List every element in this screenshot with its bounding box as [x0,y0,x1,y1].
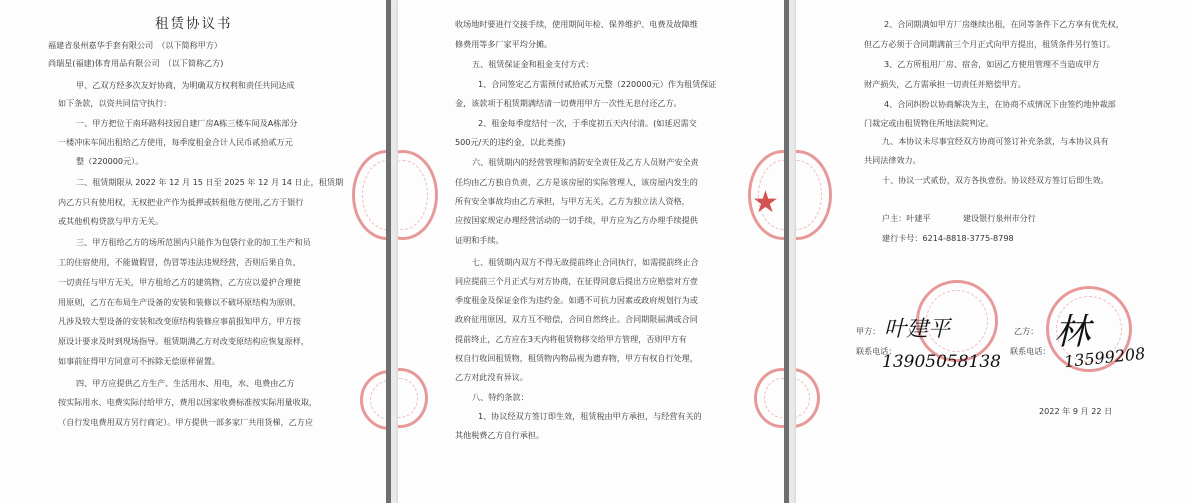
signing-date: 2022 年 9 月 22 日 [1039,406,1113,416]
clause-10-line: 十、协议一式贰份，双方各执壹份。协议经双方签订后即生效。 [882,175,1109,185]
text-line: 修费用等多厂家平均分摊。 [455,39,553,49]
clause-7-line: 政府征用原因，双方互不赔偿，合同自然终止。合同期限届满或合同 [455,314,698,324]
text-line: 甲、乙双方经多次友好协商，为明确双方权利和责任共同达成 [76,80,295,90]
party-b-phone-handwritten: 13599208 [1063,343,1147,372]
account-holder: 户主：叶建平 建设银行泉州市分行 [882,213,1036,223]
clause-4-line: 四、甲方应提供乙方生产、生活用水、用电，水、电费由乙方 [76,378,295,388]
clause-8-line: 门裁定或由租赁物住所地法院判定。 [864,118,994,128]
clause-9-line: 共同法律效力。 [864,155,921,165]
document-title: 租赁协议书 [155,16,233,32]
page-edge [386,0,391,503]
text-line: 收场地时要进行交接手续，使用期间年检、保养维护、电费及故障维 [455,19,698,29]
page-2 [398,0,784,503]
party-a-label: 甲方： [856,326,881,336]
seal-stamp-left-half [398,150,438,240]
clause-7-line: 季度租金及保证金作为违约金。如遇不可抗力因素或政府规划行为或 [455,295,698,305]
clause-3-line: 一切责任与甲方无关，甲方租给乙方的建筑物，乙方应以爱护合理使 [58,277,301,287]
page-edge [784,0,789,503]
clause-7-line: 同应提前三个月正式与对方协商，在征得同意后提出方应赔偿对方壹 [455,276,698,286]
party-a-line: 福建省泉州嘉华手套有限公司 （以下简称甲方） [48,40,223,50]
seal-stamp [360,370,386,430]
clause-5-line: 500元/天的违约金，以此类推) [455,137,566,147]
clause-4-line: （自行发电费用双方另行商定）。甲方提供一部多家厂共用货梯，乙方应 [58,417,313,427]
seal-stamp-right-half [754,368,784,428]
party-a-phone-handwritten: 13905058138 [882,352,1001,372]
clause-3-line: 工的住宿使用，不能做假冒，伪冒等违法违规经营，否则后果自负， [58,257,301,267]
seal-stamp [352,150,386,240]
clause-1-line: 一、甲方把位于南环路科技园自建厂房A栋三楼车间及A栋部分 [76,118,298,128]
page-1 [0,0,386,503]
clause-1-line: 整（220000元）。 [76,156,144,166]
clause-7-line: 提前终止，乙方应在3天内将租赁物移交给甲方管理，否则甲方有 [455,334,687,344]
clause-8-line: 3、乙方所租用厂房、宿舍，如因乙方使用管理不当造成甲方 [884,59,1100,69]
clause-5-heading: 五、租赁保证金和租金支付方式： [472,59,594,69]
party-a-phone-label: 联系电话： [856,346,897,356]
clause-5-line: 金，该款项于租赁期满结清一切费用甲方一次性无息付还乙方。 [455,98,682,108]
clause-3-line: 用原则，乙方在布局生产设备的安装和装修以不破坏原结构为原则， [58,297,301,307]
clause-8-line: 但乙方必须于合同期满前三个月正式向甲方提出，租赁条件另行签订。 [864,39,1115,49]
page-3 [796,0,1193,503]
clause-3-line: 原设计要求及时到现场指导。租赁期满乙方对改变原结构应恢复原样， [58,336,309,346]
clause-9-line: 九、本协议未尽事宜经双方协商可签订补充条款，与本协议具有 [882,136,1109,146]
clause-2-line: 内乙方只有使用权，无权把业产作为抵押或转租他方使用,乙方于银行 [58,197,304,207]
clause-1-line: 一楼冲床车间出租给乙方使用，每季度租金合计人民币贰拾贰万元 [58,137,293,147]
clause-8-line: 1、协议经双方签订即生效，租赁税由甲方承担，与经营有关的 [478,411,702,421]
text-line: 如下条款，以资共同信守执行： [58,98,172,108]
clause-6-line: 任均由乙方独自负责，乙方是该房屋的实际管理人，该房屋内发生的 [455,177,698,187]
clause-6-line: 应按国家规定办理经营活动的一切手续，甲方应为乙方办理手续提供 [455,215,698,225]
seal-stamp-left-half [398,368,428,428]
clause-3-line: 三、甲方租给乙方的场所范围内只能作为包袋行业的加工生产和员 [76,237,311,247]
seal-star-icon: ★ [752,185,779,220]
party-a-signature: 叶建平 [884,317,951,342]
seal-stamp-left-half [796,150,832,240]
clause-3-line: 如事前征得甲方同意可不拆除无偿原样留置。 [58,356,220,366]
party-b-line: 尚瑞星(福建)体育用品有限公司 （以下简称乙方) [48,58,224,68]
clause-8-line: 其他税费乙方自行承担。 [455,430,545,440]
clause-4-line: 按实际用水、电费实际付给甲方，费用以国家收费标准按实际用量收取， [58,397,318,407]
clause-2-line: 二、租赁期限从 2022 年 12 月 15 日至 2025 年 12 月 14 日止，租赁期 [76,177,344,187]
party-b-signature: 林 [1054,312,1091,353]
clause-5-line: 2、租金每季度结付一次，于季度初五天内付清。(如延迟需交 [478,118,697,128]
clause-7-line: 七、租赁期内双方不得无故提前终止合同执行，如需提前终止合 [472,257,699,267]
clause-7-line: 权自行收回租赁物，租赁物内物品视为遗弃物，甲方有权自行处理， [455,353,698,363]
clause-8-heading: 八、特约条款： [472,392,529,402]
clause-5-line: 1、合同签定乙方需预付贰拾贰万元整（220000元）作为租赁保证 [478,79,717,89]
seal-stamp-left-half [796,368,820,428]
party-b-phone-label: 联系电话： [1010,346,1051,356]
clause-2-line: 或其他机构贷款与甲方无关。 [58,216,164,226]
clause-8-line: 2、合同期满如甲方厂房继续出租，在同等条件下乙方享有优先权， [884,19,1124,29]
clause-6-line: 证明和手续。 [455,235,504,245]
clause-6-line: 六、租赁期内的经营管理和消防安全责任及乙方人员财产安全责 [472,157,699,167]
clause-8-line: 4、合同纠纷以协商解决为主，在协商不成情况下由签约地仲裁部 [884,99,1116,109]
clause-7-line: 乙方对此没有异议。 [455,372,528,382]
clause-3-line: 凡涉及较大型设备的安装和改变原结构装修应事前报知甲方，甲方按 [58,316,301,326]
party-b-label: 乙方： [1014,326,1039,336]
bank-card-number: 建行卡号：6214-8818-3775-8798 [882,233,1014,243]
clause-6-line: 所有安全事故均由乙方承担，与甲方无关，乙方为独立法人资格， [455,196,690,206]
clause-8-line: 财产损失，乙方需承担一切责任并赔偿甲方。 [864,79,1026,89]
